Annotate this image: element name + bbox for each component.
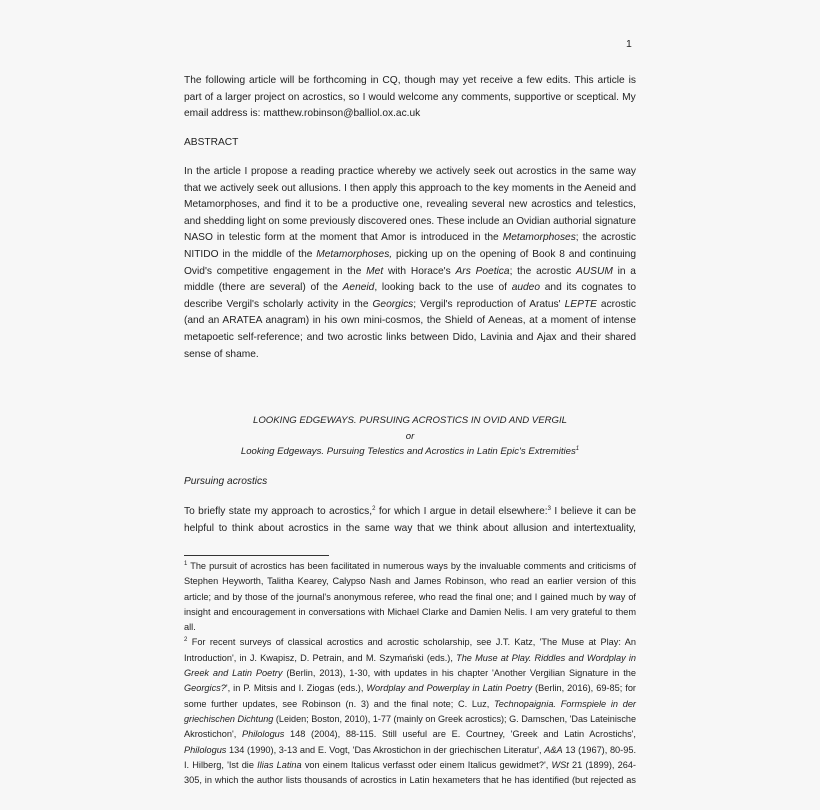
text-line-content [184, 574, 636, 589]
text-line [184, 590, 636, 605]
text-line [184, 666, 636, 681]
text-line-content [184, 164, 636, 181]
text-segment: 134 (1990), 3-13 and E. Vogt, 'Das Akrostichon in der griechischen Literatur', [226, 744, 545, 755]
text-line-content [184, 712, 636, 727]
text-line-content [184, 651, 636, 666]
text-line-content [184, 106, 420, 123]
title-main-line [184, 413, 636, 429]
text-line [184, 697, 636, 712]
text-segment: The following article will be forthcoming in CQ, though may yet receive a few edits. This article is [184, 75, 636, 86]
text-segment: ; Vergil's reproduction of Aratus' [413, 298, 565, 310]
text-line [184, 264, 636, 281]
text-line [184, 605, 636, 620]
text-segment: Greek and Latin Poetry [184, 668, 283, 679]
text-segment: all. [184, 622, 196, 633]
text-segment: describe Vergil's scholarly activity in the [184, 298, 373, 310]
text-segment: Aeneid [342, 282, 375, 294]
text-line-content [184, 635, 636, 650]
text-segment: NASO in telestic form at the moment that Amor is introduced in the [184, 232, 503, 244]
text-line-content [184, 590, 636, 605]
text-segment: Ilias Latina [257, 759, 302, 770]
text-segment: Philologus [241, 729, 285, 740]
text-segment: metapoetic self-reference; and two acrostic links between Dido, Lavinia and Ajax and their shared [184, 331, 636, 343]
text-line [184, 559, 636, 574]
text-line-content [184, 264, 636, 281]
text-segment: email address is: matthew.robinson@balliol.ox.ac.uk [184, 108, 421, 120]
text-segment: Georgics [372, 298, 414, 310]
text-line-content [184, 90, 636, 107]
text-segment: audeo [511, 282, 541, 294]
text-line [184, 164, 636, 181]
text-segment: 305, in which the author lists thousands of acrostics in Latin hexameters that he has identified (but rejected as [184, 775, 636, 786]
footnote-ref: 1 [575, 446, 580, 452]
text-segment: Akrostichon', [184, 729, 242, 740]
text-line-content [184, 504, 636, 521]
text-line-content [184, 230, 636, 247]
text-line [184, 773, 636, 788]
text-segment: ; the acrostic [575, 232, 636, 244]
text-line [184, 651, 636, 666]
text-line [184, 280, 636, 297]
text-line-content [184, 727, 636, 742]
text-segment: acrostic [596, 298, 636, 310]
text-segment: Technopaignia. Formspiele in der [494, 698, 636, 709]
abstract-heading: ABSTRACT [184, 137, 239, 148]
text-line [184, 313, 636, 330]
text-line [184, 347, 636, 364]
footnote-ref: 3 [547, 506, 551, 512]
text-segment: and shedding light on some previously discovered ones. These include an Ovidian authorial signature [184, 215, 637, 227]
text-segment: von einem Italicus verfasst oder einem Italicus gewidmet?', [301, 759, 552, 770]
text-segment: (Berlin, 2013), 1-30, with updates in his chapter 'Another Vergilian Signature in the [282, 668, 636, 679]
text-segment: WSt [551, 759, 569, 770]
text-segment: with Horace's [383, 265, 456, 277]
text-line-content [184, 197, 636, 214]
text-line-content [184, 773, 636, 788]
text-line [184, 521, 636, 538]
footnotes [184, 559, 636, 788]
text-segment: Ars Poetica [455, 265, 510, 277]
abstract-text [184, 164, 636, 363]
text-line [184, 330, 636, 347]
text-line [184, 247, 636, 264]
text-segment: I believe it can be [550, 506, 636, 517]
title-alt-wrap [241, 444, 579, 460]
text-line [184, 635, 636, 650]
text-line-content [184, 313, 636, 330]
text-line [184, 214, 636, 231]
text-segment: I. Hilberg, 'Ist die [184, 759, 258, 770]
text-segment: sense of shame. [184, 348, 259, 360]
text-segment: in a [612, 265, 636, 277]
text-line [184, 681, 636, 696]
text-line-content [184, 758, 636, 773]
text-line [184, 504, 636, 521]
text-line-content [184, 697, 636, 712]
text-segment: for which I argue in detail elsewhere: [375, 506, 548, 517]
title-alt-text: Looking Edgeways. Pursuing Telestics and Acrostics in Latin Epic's Extremities [240, 446, 576, 457]
text-segment: (Berlin, 2016), 69-85; for [532, 683, 636, 694]
text-line-content [184, 743, 636, 758]
title-or-line [184, 429, 636, 445]
text-line-content [184, 330, 636, 347]
text-segment: (Leiden; Boston, 2010), 1-77 (mainly on Greek acrostics); G. Damschen, 'Das Lateinische [273, 713, 637, 724]
text-segment: For recent surveys of classical acrostics and acrostic scholarship, see J.T. Katz, 'The Muse at Play: An [187, 637, 636, 648]
text-line [184, 743, 636, 758]
text-segment: some further updates, see Robinson (n. 3) and the final note; C. Luz, [184, 698, 494, 709]
text-line-content [184, 620, 196, 635]
text-segment: 148 (2004), 88-115. Still useful are E. Courtney, 'Greek and Latin Acrostichs', [284, 729, 636, 740]
text-line-content [184, 297, 636, 314]
text-segment: Metamorphoses, [316, 248, 393, 260]
text-segment: middle (there are several) of the [184, 282, 343, 294]
text-line [184, 197, 636, 214]
text-line [184, 73, 636, 90]
text-segment: To briefly state my approach to acrostics, [184, 506, 373, 517]
text-line-content [184, 280, 636, 297]
article-title [184, 413, 636, 460]
intro-note [184, 73, 636, 123]
page-number: 1 [626, 38, 632, 50]
body-text [184, 504, 636, 537]
text-segment: Metamorphoses, and find it to be a productive one, revealing several new acrostics and telestics, [184, 199, 636, 211]
text-line-content [184, 559, 636, 574]
text-segment: part of a larger project on acrostics, so I would welcome any comments, supportive or sceptical. My [184, 91, 636, 103]
text-segment: Wordplay and Powerplay in Latin Poetry [366, 683, 533, 694]
text-line [184, 106, 636, 123]
text-segment: and its cognates to [540, 282, 636, 294]
text-line [184, 230, 636, 247]
text-segment: ', in P. Mitsis and I. Ziogas (eds.), [225, 683, 367, 694]
text-segment: Metamorphoses [502, 232, 576, 244]
text-line-content [184, 181, 636, 198]
text-segment: griechischen Dichtung [184, 713, 274, 724]
text-line [184, 181, 636, 198]
text-line-content [184, 521, 636, 538]
text-segment: that we actively seek out allusions. I then apply this approach to the key moments in the Aeneid and [184, 182, 636, 194]
text-segment: Met [366, 265, 384, 277]
text-segment: Introduction', in J. Kwapisz, D. Petrain, and M. Szymański (eds.), [184, 652, 457, 663]
text-line [184, 727, 636, 742]
footnote-ref: 2 [372, 506, 376, 512]
text-segment: , looking back to the use of [374, 282, 512, 294]
text-segment: Philologus [184, 744, 227, 755]
text-line [184, 620, 636, 635]
text-segment: The pursuit of acrostics has been facilitated in numerous ways by the invaluable comments and criticisms of [187, 561, 636, 571]
text-line-content [184, 347, 259, 364]
text-segment: Ovid's competitive engagement in the [184, 265, 367, 277]
title-or: or [405, 430, 415, 442]
text-line [184, 712, 636, 727]
text-line-content [184, 247, 636, 264]
text-segment: The Muse at Play. Riddles and Wordplay in [456, 652, 636, 663]
footnote-divider [184, 555, 329, 556]
text-segment: (and an ARATEA anagram) in his own mini-cosmos, the Shield of Aeneas, at a moment of intense [184, 315, 636, 327]
title-main: LOOKING EDGEWAYS. PURSUING ACROSTICS IN OVID AND VERGIL [253, 415, 567, 426]
section-heading: Pursuing acrostics [184, 476, 268, 487]
text-segment: picking up on the opening of Book 8 and continuing [392, 248, 637, 260]
text-segment: LEPTE [564, 298, 597, 310]
text-line-content [184, 214, 636, 231]
text-segment: In the article I propose a reading practice whereby we actively seek out acrostics in the same way [184, 166, 636, 177]
footnote-ref: 2 [184, 637, 188, 644]
text-segment: NITIDO in the middle of the [184, 248, 317, 260]
text-line [184, 90, 636, 107]
text-segment: A&A [544, 744, 563, 755]
text-line-content [184, 681, 636, 696]
text-segment: article; and by those of the journal's anonymous referee, who read the final one; and I gained much by way of [184, 591, 636, 602]
text-segment: Georgics? [184, 683, 226, 694]
text-segment: 21 (1899), 264- [568, 759, 636, 770]
text-line-content [184, 605, 636, 620]
footnote-ref: 1 [184, 561, 188, 567]
text-line [184, 574, 636, 589]
text-line [184, 758, 636, 773]
text-segment: Stephen Heyworth, Talitha Kearey, Calypso Nash and James Robinson, who read an earlier version of this [184, 576, 636, 587]
text-segment: AUSUM [576, 265, 613, 277]
text-segment: helpful to think about acrostics in the same way that we think about allusion and intertextuality, [184, 522, 636, 534]
text-segment: 13 (1967), 80-95. [562, 744, 636, 755]
title-alt [184, 444, 636, 460]
text-line [184, 297, 636, 314]
text-segment: ; the acrostic [509, 265, 577, 277]
text-line-content [184, 666, 636, 681]
text-line-content [184, 73, 636, 90]
text-segment: insight and encouragement in conversations with Michael Clarke and Damien Nelis. I am very grateful to them [184, 606, 636, 617]
